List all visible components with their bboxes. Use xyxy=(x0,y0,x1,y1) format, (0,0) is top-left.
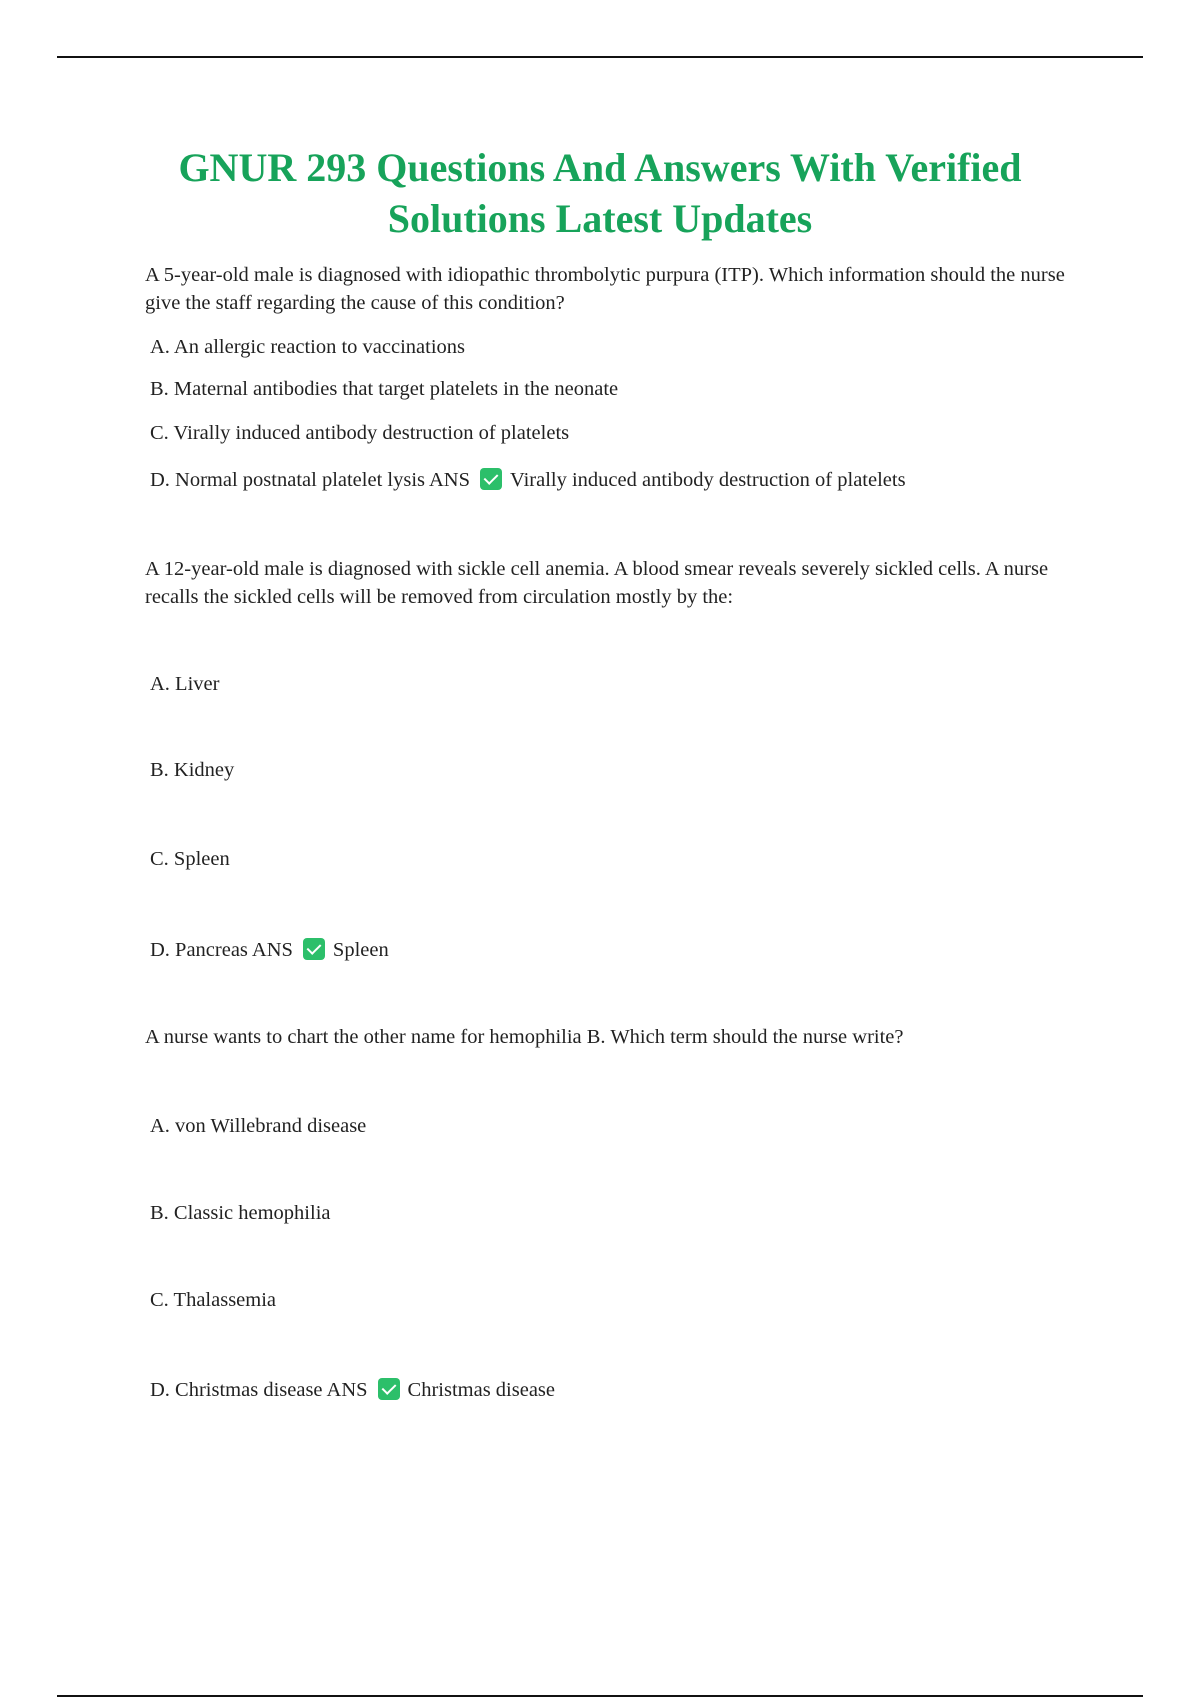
question-1-option-a: A. An allergic reaction to vaccinations xyxy=(150,336,465,358)
question-2-option-a: A. Liver xyxy=(150,673,220,695)
question-3-option-c: C. Thalassemia xyxy=(150,1289,277,1311)
question-3-option-d: D. Christmas disease ANS xyxy=(150,1379,368,1401)
check-icon xyxy=(480,468,502,490)
page-title xyxy=(100,142,1100,244)
title-line-2: Solutions Latest Updates xyxy=(387,196,813,241)
question-2-stem: A 12-year-old male is diagnosed with sickle cell anemia. A blood smear reveals severely sickled cells. A nurse recalls the sickled cells will be removed from circulation mostly by the: xyxy=(145,558,1049,608)
question-2-answer: Spleen xyxy=(332,939,389,961)
bottom-divider xyxy=(57,1695,1143,1697)
question-2-option-b: B. Kidney xyxy=(150,759,235,781)
title-line-1: GNUR 293 Questions And Answers With Verified xyxy=(178,145,1022,190)
question-1-option-c: C. Virally induced antibody destruction of platelets xyxy=(150,422,570,444)
question-3-option-d-row xyxy=(150,1376,555,1404)
question-1-answer: Virally induced antibody destruction of platelets xyxy=(510,469,906,491)
question-2-option-c: C. Spleen xyxy=(150,848,230,870)
question-3-option-b: B. Classic hemophilia xyxy=(150,1202,331,1224)
question-1-option-d-row xyxy=(150,466,906,494)
question-1-option-d: D. Normal postnatal platelet lysis ANS xyxy=(150,469,470,491)
question-3-stem: A nurse wants to chart the other name for hemophilia B. Which term should the nurse write? xyxy=(145,1026,904,1048)
check-icon xyxy=(303,938,325,960)
question-1-stem: A 5-year-old male is diagnosed with idiopathic thrombolytic purpura (ITP). Which information should the nurse give the staff regarding the cause of this condition? xyxy=(145,264,1065,314)
top-divider xyxy=(57,56,1143,58)
question-3-answer: Christmas disease xyxy=(407,1379,555,1401)
question-3-option-a: A. von Willebrand disease xyxy=(150,1115,367,1137)
check-icon xyxy=(378,1378,400,1400)
question-2-option-d: D. Pancreas ANS xyxy=(150,939,293,961)
question-1-option-b: B. Maternal antibodies that target platelets in the neonate xyxy=(150,378,619,400)
question-2-option-d-row xyxy=(150,936,389,964)
